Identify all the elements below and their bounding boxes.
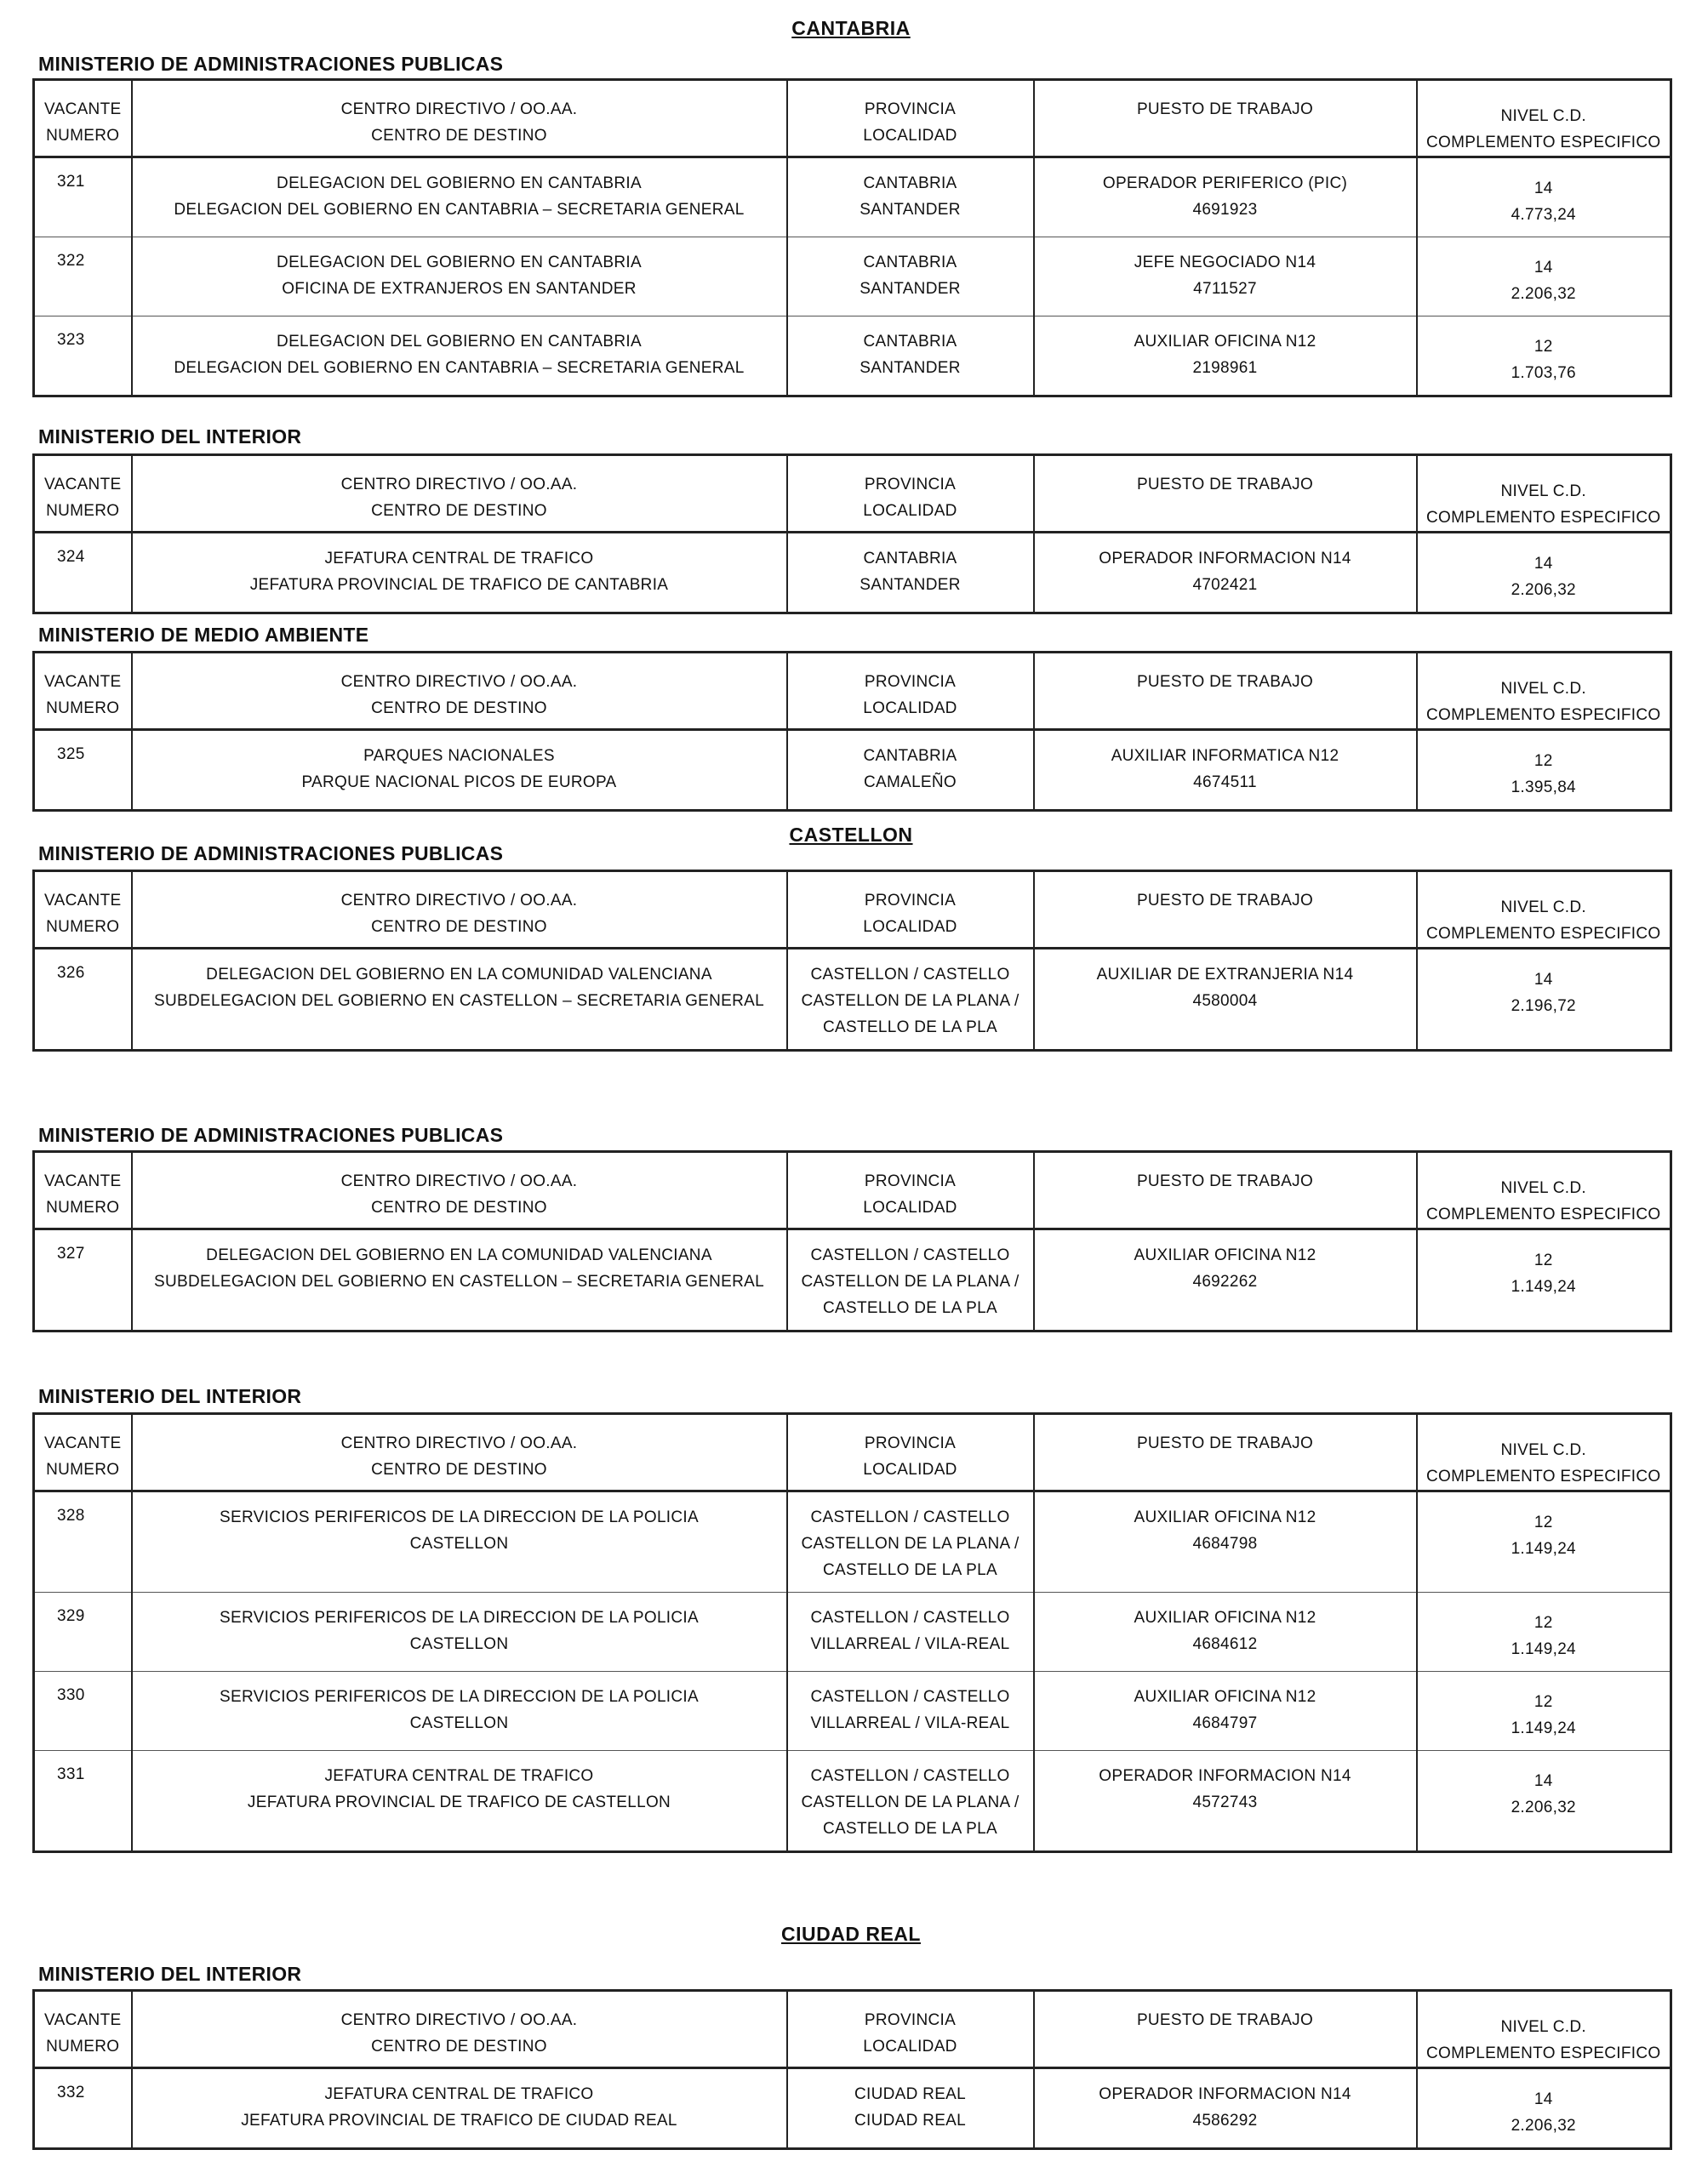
header-vacante-text: VACANTE (44, 892, 122, 910)
cell-line: SERVICIOS PERIFERICOS DE LA DIRECCION DE LA POLICIA (220, 1508, 699, 1526)
cell-line: CANTABRIA (863, 333, 957, 351)
header-nivel-text: NIVEL C.D. (1500, 482, 1586, 500)
cell-line: 4684798 (1192, 1535, 1258, 1553)
header-nivel-text: COMPLEMENTO ESPECIFICO (1426, 1206, 1661, 1223)
ministry-title: MINISTERIO DE ADMINISTRACIONES PUBLICAS (38, 1124, 504, 1146)
cell-line: 1.149,24 (1511, 1719, 1576, 1737)
vacante-number: 330 (34, 1672, 132, 1751)
header-centro (132, 1414, 787, 1491)
vacancy-table (32, 870, 1672, 1052)
cell-line: CASTELLON / CASTELLO (810, 966, 1010, 984)
provincia-cell (787, 1229, 1034, 1331)
header-puesto (1034, 1152, 1417, 1229)
cell-line: 4702421 (1192, 576, 1258, 594)
header-nivel-text: NIVEL C.D. (1500, 680, 1586, 698)
centro-cell (132, 1593, 787, 1672)
header-centro-text: CENTRO DIRECTIVO / OO.AA. (340, 2011, 578, 2029)
header-centro-text: CENTRO DE DESTINO (371, 699, 547, 717)
header-centro (132, 871, 787, 949)
header-nivel-text: NIVEL C.D. (1500, 107, 1586, 125)
cell-line: 4586292 (1192, 2112, 1258, 2130)
cell-line: 4.773,24 (1511, 206, 1576, 224)
cell-line: AUXILIAR OFICINA N12 (1134, 1609, 1316, 1627)
header-nivel-text: COMPLEMENTO ESPECIFICO (1426, 706, 1661, 724)
cell-line: 4580004 (1192, 992, 1258, 1010)
centro-cell (132, 1672, 787, 1751)
vacancy-table (32, 1150, 1672, 1332)
cell-line: AUXILIAR OFICINA N12 (1134, 1688, 1316, 1706)
table-row (34, 1491, 1671, 1593)
header-nivel (1417, 1991, 1671, 2068)
header-provincia-text: PROVINCIA (864, 673, 957, 691)
cell-line: CASTELLON / CASTELLO (810, 1767, 1010, 1785)
header-vacante (34, 1414, 132, 1491)
centro-cell (132, 237, 787, 316)
header-vacante (34, 80, 132, 157)
header-centro-text: CENTRO DE DESTINO (371, 2038, 547, 2056)
centro-cell (132, 316, 787, 396)
cell-line: CASTELLON / CASTELLO (810, 1609, 1010, 1627)
nivel-cell (1417, 1229, 1671, 1331)
header-puesto-text: PUESTO DE TRABAJO (1136, 476, 1314, 493)
cell-line: 14 (1534, 259, 1553, 277)
header-centro (132, 653, 787, 730)
nivel-cell (1417, 316, 1671, 396)
header-puesto-text: PUESTO DE TRABAJO (1136, 673, 1314, 691)
header-provincia-text: PROVINCIA (864, 892, 957, 910)
cell-line: DELEGACION DEL GOBIERNO EN CANTABRIA (277, 333, 642, 351)
cell-line: SANTANDER (860, 576, 961, 594)
cell-line: 12 (1534, 1252, 1553, 1269)
cell-line: 4674511 (1193, 773, 1257, 791)
header-provincia (787, 871, 1034, 949)
cell-line: 14 (1534, 2090, 1553, 2108)
vacante-number: 322 (34, 237, 132, 316)
provincia-cell (787, 157, 1034, 237)
header-vacante-text: NUMERO (46, 699, 120, 717)
table-row (34, 1751, 1671, 1852)
cell-line: CASTELLON / CASTELLO (810, 1508, 1010, 1526)
puesto-cell (1034, 1229, 1417, 1331)
puesto-cell (1034, 2068, 1417, 2149)
provincia-cell (787, 1491, 1034, 1593)
region-title-ciudad-real: CIUDAD REAL (781, 1923, 921, 1945)
cell-line: 2.206,32 (1511, 581, 1576, 599)
nivel-cell (1417, 949, 1671, 1051)
header-puesto-text: PUESTO DE TRABAJO (1136, 1434, 1314, 1452)
header-row (34, 1991, 1671, 2068)
centro-cell (132, 730, 787, 811)
vacante-number: 328 (34, 1491, 132, 1593)
header-nivel-text: NIVEL C.D. (1500, 1441, 1586, 1459)
provincia-cell (787, 533, 1034, 613)
header-puesto-text: PUESTO DE TRABAJO (1136, 892, 1314, 910)
cell-line: 1.149,24 (1511, 1278, 1576, 1296)
vacante-number: 321 (34, 157, 132, 237)
header-centro-text: CENTRO DE DESTINO (371, 918, 547, 936)
centro-cell (132, 949, 787, 1051)
header-vacante-text: VACANTE (44, 1172, 122, 1190)
cell-line: CIUDAD REAL (854, 2112, 967, 2130)
cell-line: JEFATURA PROVINCIAL DE TRAFICO DE CASTELLON (247, 1793, 671, 1811)
cell-line: CASTELLON DE LA PLANA / (801, 992, 1019, 1010)
header-provincia-text: PROVINCIA (864, 2011, 957, 2029)
header-provincia (787, 455, 1034, 533)
vacante-number: 331 (34, 1751, 132, 1852)
header-puesto-text: PUESTO DE TRABAJO (1136, 2011, 1314, 2029)
cell-line: SANTANDER (860, 201, 961, 219)
header-centro-text: CENTRO DE DESTINO (371, 502, 547, 520)
header-puesto (1034, 1991, 1417, 2068)
header-provincia (787, 1152, 1034, 1229)
cell-line: 14 (1534, 555, 1553, 573)
nivel-cell (1417, 1751, 1671, 1852)
ministry-title: MINISTERIO DE ADMINISTRACIONES PUBLICAS (38, 53, 504, 75)
provincia-cell (787, 1593, 1034, 1672)
header-vacante-text: VACANTE (44, 673, 122, 691)
cell-line: 4684612 (1192, 1635, 1258, 1653)
cell-line: SANTANDER (860, 359, 961, 377)
vacante-number: 325 (34, 730, 132, 811)
header-row (34, 455, 1671, 533)
cell-line: AUXILIAR OFICINA N12 (1134, 1246, 1316, 1264)
cell-line: 12 (1534, 1693, 1553, 1711)
centro-cell (132, 157, 787, 237)
table-row (34, 316, 1671, 396)
header-centro (132, 80, 787, 157)
header-vacante-text: VACANTE (44, 100, 122, 118)
header-nivel (1417, 1414, 1671, 1491)
cell-line: 4711527 (1193, 280, 1257, 298)
header-provincia (787, 1991, 1034, 2068)
header-centro-text: CENTRO DIRECTIVO / OO.AA. (340, 673, 578, 691)
header-centro (132, 455, 787, 533)
cell-line: CASTELLO DE LA PLA (823, 1820, 997, 1838)
puesto-cell (1034, 157, 1417, 237)
cell-line: SANTANDER (860, 280, 961, 298)
cell-line: 14 (1534, 180, 1553, 197)
cell-line: CASTELLON / CASTELLO (810, 1246, 1010, 1264)
nivel-cell (1417, 2068, 1671, 2149)
cell-line: 12 (1534, 338, 1553, 356)
cell-line: DELEGACION DEL GOBIERNO EN LA COMUNIDAD VALENCIANA (206, 1246, 712, 1264)
ministry-title: MINISTERIO DE MEDIO AMBIENTE (38, 624, 369, 646)
header-row (34, 1152, 1671, 1229)
cell-line: PARQUES NACIONALES (363, 747, 555, 765)
cell-line: CASTELLON DE LA PLANA / (801, 1535, 1019, 1553)
cell-line: 2.206,32 (1511, 1799, 1576, 1816)
nivel-cell (1417, 1593, 1671, 1672)
region-title-castellon: CASTELLON (789, 824, 913, 846)
cell-line: OPERADOR INFORMACION N14 (1099, 1767, 1351, 1785)
cell-line: JEFATURA CENTRAL DE TRAFICO (324, 550, 594, 567)
cell-line: DELEGACION DEL GOBIERNO EN CANTABRIA (277, 174, 642, 192)
cell-line: DELEGACION DEL GOBIERNO EN CANTABRIA – SECRETARIA GENERAL (174, 359, 745, 377)
nivel-cell (1417, 1672, 1671, 1751)
cell-line: CASTELLON (409, 1635, 509, 1653)
header-puesto-text: PUESTO DE TRABAJO (1136, 1172, 1314, 1190)
header-puesto-text: PUESTO DE TRABAJO (1136, 100, 1314, 118)
header-vacante-text: VACANTE (44, 1434, 122, 1452)
header-provincia-text: PROVINCIA (864, 1172, 957, 1190)
header-puesto (1034, 653, 1417, 730)
cell-line: 1.149,24 (1511, 1640, 1576, 1658)
header-nivel (1417, 80, 1671, 157)
cell-line: JEFATURA CENTRAL DE TRAFICO (324, 1767, 594, 1785)
cell-line: SERVICIOS PERIFERICOS DE LA DIRECCION DE LA POLICIA (220, 1609, 699, 1627)
vacante-number: 326 (34, 949, 132, 1051)
header-provincia-text: LOCALIDAD (863, 127, 957, 145)
cell-line: SUBDELEGACION DEL GOBIERNO EN CASTELLON – SECRETARIA GENERAL (154, 1273, 764, 1291)
header-vacante (34, 653, 132, 730)
cell-line: CIUDAD REAL (854, 2085, 967, 2103)
header-row (34, 1414, 1671, 1491)
header-provincia-text: LOCALIDAD (863, 918, 957, 936)
header-provincia-text: LOCALIDAD (863, 502, 957, 520)
cell-line: CANTABRIA (863, 550, 957, 567)
header-nivel-text: COMPLEMENTO ESPECIFICO (1426, 1468, 1661, 1485)
cell-line: 2.206,32 (1511, 2117, 1576, 2135)
table-row (34, 157, 1671, 237)
header-vacante-text: NUMERO (46, 1461, 120, 1479)
header-nivel-text: COMPLEMENTO ESPECIFICO (1426, 134, 1661, 151)
table-row (34, 1672, 1671, 1751)
puesto-cell (1034, 1672, 1417, 1751)
provincia-cell (787, 730, 1034, 811)
header-centro-text: CENTRO DIRECTIVO / OO.AA. (340, 1172, 578, 1190)
header-provincia-text: LOCALIDAD (863, 2038, 957, 2056)
header-vacante (34, 1991, 132, 2068)
cell-line: OPERADOR PERIFERICO (PIC) (1102, 174, 1348, 192)
header-puesto (1034, 1414, 1417, 1491)
cell-line: SERVICIOS PERIFERICOS DE LA DIRECCION DE LA POLICIA (220, 1688, 699, 1706)
table-row (34, 2068, 1671, 2149)
centro-cell (132, 533, 787, 613)
vacancy-table (32, 78, 1672, 397)
header-vacante-text: NUMERO (46, 2038, 120, 2056)
cell-line: 2.206,32 (1511, 285, 1576, 303)
puesto-cell (1034, 237, 1417, 316)
nivel-cell (1417, 730, 1671, 811)
header-nivel-text: NIVEL C.D. (1500, 2018, 1586, 2036)
puesto-cell (1034, 949, 1417, 1051)
provincia-cell (787, 2068, 1034, 2149)
header-nivel (1417, 653, 1671, 730)
cell-line: 1.703,76 (1511, 364, 1576, 382)
cell-line: 12 (1534, 1614, 1553, 1632)
cell-line: CASTELLO DE LA PLA (823, 1299, 997, 1317)
header-nivel-text: COMPLEMENTO ESPECIFICO (1426, 2044, 1661, 2062)
header-nivel-text: NIVEL C.D. (1500, 1179, 1586, 1197)
header-vacante-text: NUMERO (46, 918, 120, 936)
cell-line: CANTABRIA (863, 254, 957, 271)
header-nivel-text: COMPLEMENTO ESPECIFICO (1426, 509, 1661, 527)
nivel-cell (1417, 1491, 1671, 1593)
header-nivel-text: NIVEL C.D. (1500, 898, 1586, 916)
region-title-cantabria: CANTABRIA (791, 17, 911, 39)
header-puesto (1034, 80, 1417, 157)
centro-cell (132, 1229, 787, 1331)
cell-line: 4691923 (1192, 201, 1258, 219)
cell-line: AUXILIAR DE EXTRANJERIA N14 (1096, 966, 1354, 984)
cell-line: 2198961 (1192, 359, 1258, 377)
puesto-cell (1034, 1491, 1417, 1593)
cell-line: OPERADOR INFORMACION N14 (1099, 550, 1351, 567)
cell-line: DELEGACION DEL GOBIERNO EN CANTABRIA – SECRETARIA GENERAL (174, 201, 745, 219)
header-provincia (787, 653, 1034, 730)
header-provincia-text: PROVINCIA (864, 1434, 957, 1452)
table-row (34, 730, 1671, 811)
header-provincia (787, 1414, 1034, 1491)
table-row (34, 1593, 1671, 1672)
provincia-cell (787, 237, 1034, 316)
cell-line: 12 (1534, 752, 1553, 770)
cell-line: 14 (1534, 971, 1553, 989)
header-centro (132, 1991, 787, 2068)
cell-line: 12 (1534, 1514, 1553, 1531)
cell-line: JEFATURA PROVINCIAL DE TRAFICO DE CIUDAD REAL (241, 2112, 677, 2130)
header-provincia-text: LOCALIDAD (863, 1199, 957, 1217)
cell-line: CANTABRIA (863, 747, 957, 765)
cell-line: JEFATURA CENTRAL DE TRAFICO (324, 2085, 594, 2103)
cell-line: VILLARREAL / VILA-REAL (810, 1714, 1010, 1732)
ministry-title: MINISTERIO DEL INTERIOR (38, 1963, 302, 1985)
header-vacante (34, 1152, 132, 1229)
puesto-cell (1034, 1593, 1417, 1672)
header-centro-text: CENTRO DIRECTIVO / OO.AA. (340, 1434, 578, 1452)
cell-line: DELEGACION DEL GOBIERNO EN CANTABRIA (277, 254, 642, 271)
cell-line: CAMALEÑO (863, 773, 957, 791)
header-centro-text: CENTRO DE DESTINO (371, 1461, 547, 1479)
header-row (34, 653, 1671, 730)
header-centro-text: CENTRO DE DESTINO (371, 1199, 547, 1217)
puesto-cell (1034, 533, 1417, 613)
cell-line: SUBDELEGACION DEL GOBIERNO EN CASTELLON – SECRETARIA GENERAL (154, 992, 764, 1010)
ministry-title: MINISTERIO DEL INTERIOR (38, 1385, 302, 1407)
header-row (34, 871, 1671, 949)
header-centro-text: CENTRO DE DESTINO (371, 127, 547, 145)
cell-line: JEFE NEGOCIADO N14 (1134, 254, 1316, 271)
cell-line: 14 (1534, 1772, 1553, 1790)
header-provincia-text: PROVINCIA (864, 100, 957, 118)
vacante-number: 324 (34, 533, 132, 613)
header-vacante-text: VACANTE (44, 2011, 122, 2029)
provincia-cell (787, 316, 1034, 396)
header-centro (132, 1152, 787, 1229)
vacancy-table (32, 1989, 1672, 2150)
cell-line: CASTELLON (409, 1535, 509, 1553)
nivel-cell (1417, 237, 1671, 316)
ministry-title: MINISTERIO DE ADMINISTRACIONES PUBLICAS (38, 842, 504, 864)
vacante-number: 329 (34, 1593, 132, 1672)
cell-line: 4692262 (1192, 1273, 1258, 1291)
cell-line: CASTELLO DE LA PLA (823, 1018, 997, 1036)
cell-line: CASTELLON / CASTELLO (810, 1688, 1010, 1706)
header-puesto (1034, 871, 1417, 949)
vacancy-table (32, 453, 1672, 614)
vacante-number: 327 (34, 1229, 132, 1331)
ministry-title: MINISTERIO DEL INTERIOR (38, 425, 302, 448)
provincia-cell (787, 1672, 1034, 1751)
cell-line: DELEGACION DEL GOBIERNO EN LA COMUNIDAD VALENCIANA (206, 966, 712, 984)
cell-line: CANTABRIA (863, 174, 957, 192)
table-row (34, 1229, 1671, 1331)
puesto-cell (1034, 316, 1417, 396)
header-vacante-text: VACANTE (44, 476, 122, 493)
header-nivel (1417, 1152, 1671, 1229)
header-nivel (1417, 455, 1671, 533)
vacancy-table (32, 651, 1672, 812)
header-nivel (1417, 871, 1671, 949)
nivel-cell (1417, 533, 1671, 613)
header-provincia-text: LOCALIDAD (863, 1461, 957, 1479)
header-centro-text: CENTRO DIRECTIVO / OO.AA. (340, 100, 578, 118)
table-row (34, 949, 1671, 1051)
cell-line: OFICINA DE EXTRANJEROS EN SANTANDER (282, 280, 637, 298)
header-vacante (34, 871, 132, 949)
cell-line: CASTELLON (409, 1714, 509, 1732)
cell-line: CASTELLON DE LA PLANA / (801, 1273, 1019, 1291)
centro-cell (132, 2068, 787, 2149)
cell-line: VILLARREAL / VILA-REAL (810, 1635, 1010, 1653)
header-provincia-text: LOCALIDAD (863, 699, 957, 717)
cell-line: 4572743 (1192, 1793, 1258, 1811)
cell-line: 2.196,72 (1511, 997, 1576, 1015)
vacante-number: 323 (34, 316, 132, 396)
cell-line: AUXILIAR OFICINA N12 (1134, 1508, 1316, 1526)
puesto-cell (1034, 1751, 1417, 1852)
provincia-cell (787, 949, 1034, 1051)
header-nivel-text: COMPLEMENTO ESPECIFICO (1426, 925, 1661, 943)
header-vacante-text: NUMERO (46, 127, 120, 145)
header-vacante-text: NUMERO (46, 1199, 120, 1217)
vacante-number: 332 (34, 2068, 132, 2149)
header-provincia-text: PROVINCIA (864, 476, 957, 493)
centro-cell (132, 1751, 787, 1852)
cell-line: AUXILIAR INFORMATICA N12 (1111, 747, 1339, 765)
cell-line: CASTELLO DE LA PLA (823, 1561, 997, 1579)
header-vacante (34, 455, 132, 533)
header-centro-text: CENTRO DIRECTIVO / OO.AA. (340, 892, 578, 910)
cell-line: CASTELLON DE LA PLANA / (801, 1793, 1019, 1811)
cell-line: 1.149,24 (1511, 1540, 1576, 1558)
header-centro-text: CENTRO DIRECTIVO / OO.AA. (340, 476, 578, 493)
puesto-cell (1034, 730, 1417, 811)
centro-cell (132, 1491, 787, 1593)
provincia-cell (787, 1751, 1034, 1852)
header-provincia (787, 80, 1034, 157)
cell-line: JEFATURA PROVINCIAL DE TRAFICO DE CANTABRIA (249, 576, 669, 594)
table-row (34, 533, 1671, 613)
cell-line: 1.395,84 (1511, 778, 1576, 796)
cell-line: OPERADOR INFORMACION N14 (1099, 2085, 1351, 2103)
header-puesto (1034, 455, 1417, 533)
header-vacante-text: NUMERO (46, 502, 120, 520)
vacancy-table (32, 1412, 1672, 1853)
nivel-cell (1417, 157, 1671, 237)
table-row (34, 237, 1671, 316)
cell-line: AUXILIAR OFICINA N12 (1134, 333, 1316, 351)
header-row (34, 80, 1671, 157)
cell-line: PARQUE NACIONAL PICOS DE EUROPA (301, 773, 617, 791)
cell-line: 4684797 (1192, 1714, 1258, 1732)
